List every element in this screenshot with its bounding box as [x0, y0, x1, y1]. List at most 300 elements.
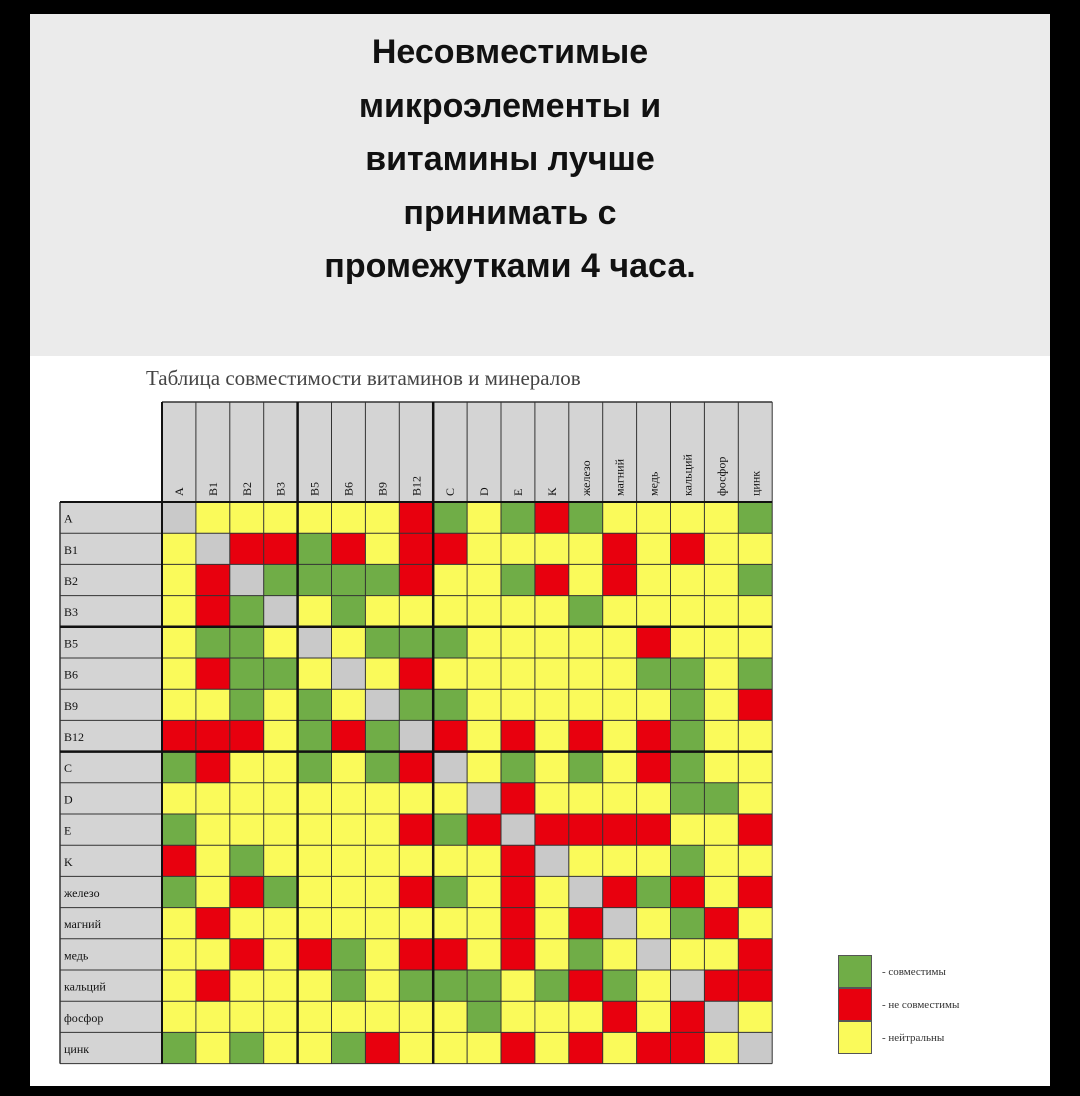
matrix-cell — [230, 783, 264, 814]
matrix-cell — [704, 783, 738, 814]
matrix-cell — [264, 752, 298, 783]
matrix-cell — [738, 533, 772, 564]
matrix-cell — [501, 970, 535, 1001]
matrix-cell — [535, 970, 569, 1001]
matrix-cell — [467, 783, 501, 814]
matrix-cell — [162, 970, 196, 1001]
matrix-cell — [264, 502, 298, 533]
matrix-cell — [332, 783, 366, 814]
matrix-cell — [704, 689, 738, 720]
matrix-cell — [467, 970, 501, 1001]
matrix-cell — [569, 814, 603, 845]
matrix-cell — [399, 689, 433, 720]
matrix-cell — [738, 845, 772, 876]
matrix-cell — [569, 876, 603, 907]
matrix-cell — [535, 564, 569, 595]
matrix-cell — [230, 720, 264, 751]
column-label: C — [443, 487, 458, 496]
matrix-cell — [603, 970, 637, 1001]
matrix-cell — [298, 720, 332, 751]
matrix-cell — [196, 720, 230, 751]
matrix-cell — [230, 658, 264, 689]
matrix-cell — [569, 689, 603, 720]
matrix-cell — [162, 939, 196, 970]
legend-swatch-neutral — [838, 1021, 872, 1054]
column-label: A — [171, 487, 186, 496]
matrix-cell — [704, 658, 738, 689]
legend-label: - нейтральны — [882, 1031, 945, 1044]
matrix-cell — [399, 876, 433, 907]
matrix-cell — [399, 970, 433, 1001]
matrix-cell — [162, 845, 196, 876]
matrix-cell — [433, 627, 467, 658]
matrix-cell — [637, 845, 671, 876]
matrix-cell — [704, 876, 738, 907]
matrix-cell — [535, 814, 569, 845]
matrix-cell — [738, 689, 772, 720]
legend-label: - не совместимы — [882, 998, 960, 1011]
matrix-cell — [230, 970, 264, 1001]
matrix-cell — [264, 970, 298, 1001]
matrix-cell — [162, 689, 196, 720]
matrix-cell — [162, 1032, 196, 1063]
matrix-cell — [332, 689, 366, 720]
row-label: кальций — [64, 979, 106, 994]
matrix-cell — [535, 720, 569, 751]
column-label: кальций — [680, 454, 695, 496]
matrix-cell — [501, 720, 535, 751]
matrix-cell — [467, 876, 501, 907]
matrix-cell — [230, 908, 264, 939]
matrix-cell — [433, 908, 467, 939]
matrix-cell — [332, 939, 366, 970]
matrix-cell — [704, 939, 738, 970]
matrix-cell — [738, 596, 772, 627]
matrix-cell — [230, 939, 264, 970]
matrix-cell — [603, 720, 637, 751]
column-label: B9 — [375, 481, 390, 496]
column-label: медь — [646, 471, 661, 496]
row-label: магний — [64, 917, 102, 932]
matrix-cell — [501, 876, 535, 907]
matrix-cell — [264, 939, 298, 970]
matrix-cell — [433, 970, 467, 1001]
row-label: цинк — [64, 1042, 90, 1056]
matrix-cell — [264, 1032, 298, 1063]
matrix-cell — [637, 564, 671, 595]
matrix-cell — [433, 658, 467, 689]
row-label: B6 — [64, 667, 79, 682]
row-label: железо — [64, 886, 100, 900]
matrix-cell — [671, 533, 705, 564]
matrix-cell — [569, 564, 603, 595]
matrix-cell — [603, 939, 637, 970]
matrix-cell — [467, 1001, 501, 1032]
matrix-cell — [637, 814, 671, 845]
matrix-cell — [196, 939, 230, 970]
matrix-cell — [535, 783, 569, 814]
matrix-cell — [365, 908, 399, 939]
matrix-cell — [230, 502, 264, 533]
matrix-cell — [399, 783, 433, 814]
matrix-cell — [230, 876, 264, 907]
matrix-cell — [603, 533, 637, 564]
matrix-cell — [535, 876, 569, 907]
matrix-cell — [535, 502, 569, 533]
matrix-cell — [637, 939, 671, 970]
matrix-cell — [230, 689, 264, 720]
matrix-cell — [569, 720, 603, 751]
column-label: B6 — [341, 481, 356, 496]
matrix-cell — [433, 814, 467, 845]
column-label: K — [544, 487, 559, 496]
matrix-cell — [399, 752, 433, 783]
matrix-cell — [501, 814, 535, 845]
matrix-cell — [365, 752, 399, 783]
matrix-cell — [501, 908, 535, 939]
matrix-cell — [467, 502, 501, 533]
matrix-cell — [704, 908, 738, 939]
matrix-cell — [671, 596, 705, 627]
matrix-cell — [637, 689, 671, 720]
matrix-cell — [671, 876, 705, 907]
row-label: медь — [64, 948, 89, 963]
matrix-cell — [467, 845, 501, 876]
matrix-cell — [704, 814, 738, 845]
matrix-cell — [162, 908, 196, 939]
matrix-cell — [433, 689, 467, 720]
matrix-cell — [298, 908, 332, 939]
matrix-cell — [196, 1001, 230, 1032]
matrix-cell — [162, 752, 196, 783]
matrix-cell — [501, 752, 535, 783]
matrix-cell — [399, 720, 433, 751]
matrix-cell — [637, 1001, 671, 1032]
matrix-cell — [501, 627, 535, 658]
matrix-cell — [637, 658, 671, 689]
matrix-cell — [501, 1001, 535, 1032]
matrix-cell — [704, 1032, 738, 1063]
matrix-cell — [603, 658, 637, 689]
matrix-cell — [196, 908, 230, 939]
matrix-cell — [569, 533, 603, 564]
matrix-cell — [399, 658, 433, 689]
matrix-cell — [433, 533, 467, 564]
matrix-cell — [230, 627, 264, 658]
matrix-cell — [264, 627, 298, 658]
matrix-cell — [535, 1001, 569, 1032]
column-label: B2 — [239, 481, 254, 496]
matrix-cell — [603, 627, 637, 658]
matrix-cell — [704, 502, 738, 533]
matrix-cell — [162, 596, 196, 627]
matrix-cell — [399, 533, 433, 564]
matrix-cell — [467, 564, 501, 595]
matrix-cell — [196, 845, 230, 876]
column-label: цинк — [748, 470, 763, 496]
matrix-cell — [535, 658, 569, 689]
matrix-cell — [569, 970, 603, 1001]
matrix-cell — [467, 720, 501, 751]
matrix-cell — [298, 689, 332, 720]
matrix-cell — [637, 908, 671, 939]
matrix-cell — [196, 814, 230, 845]
legend-item — [838, 955, 946, 988]
matrix-cell — [332, 627, 366, 658]
matrix-cell — [230, 596, 264, 627]
matrix-cell — [535, 596, 569, 627]
matrix-cell — [467, 752, 501, 783]
matrix-cell — [298, 564, 332, 595]
matrix-cell — [569, 752, 603, 783]
matrix-cell — [704, 564, 738, 595]
matrix-cell — [501, 658, 535, 689]
matrix-cell — [637, 533, 671, 564]
matrix-cell — [264, 814, 298, 845]
matrix-cell — [264, 596, 298, 627]
matrix-cell — [365, 783, 399, 814]
matrix-cell — [738, 627, 772, 658]
matrix-cell — [501, 783, 535, 814]
matrix-cell — [399, 564, 433, 595]
matrix-cell — [433, 564, 467, 595]
matrix-cell — [535, 908, 569, 939]
matrix-cell — [298, 876, 332, 907]
matrix-cell — [162, 720, 196, 751]
matrix-cell — [162, 627, 196, 658]
row-label: фосфор — [64, 1010, 104, 1025]
matrix-cell — [298, 845, 332, 876]
matrix-cell — [332, 752, 366, 783]
matrix-cell — [264, 658, 298, 689]
matrix-cell — [365, 970, 399, 1001]
matrix-cell — [433, 720, 467, 751]
matrix-cell — [569, 1001, 603, 1032]
matrix-cell — [365, 845, 399, 876]
matrix-cell — [298, 1001, 332, 1032]
matrix-cell — [433, 502, 467, 533]
matrix-cell — [196, 533, 230, 564]
matrix-cell — [196, 970, 230, 1001]
matrix-cell — [264, 845, 298, 876]
matrix-cell — [569, 502, 603, 533]
matrix-cell — [637, 876, 671, 907]
matrix-cell — [433, 752, 467, 783]
matrix-cell — [738, 939, 772, 970]
matrix-cell — [704, 596, 738, 627]
matrix-cell — [671, 720, 705, 751]
matrix-cell — [704, 627, 738, 658]
matrix-cell — [433, 783, 467, 814]
matrix-cell — [332, 845, 366, 876]
matrix-cell — [704, 845, 738, 876]
matrix-cell — [399, 1001, 433, 1032]
matrix-cell — [264, 876, 298, 907]
matrix-cell — [399, 596, 433, 627]
matrix-cell — [738, 658, 772, 689]
title-line: промежутками 4 часа. — [324, 247, 696, 285]
matrix-cell — [332, 658, 366, 689]
column-label: D — [477, 487, 492, 496]
matrix-cell — [230, 752, 264, 783]
column-label: B1 — [205, 481, 220, 496]
matrix-cell — [196, 876, 230, 907]
title-line: принимать с — [403, 193, 617, 232]
matrix-cell — [162, 876, 196, 907]
matrix-cell — [671, 627, 705, 658]
matrix-cell — [671, 502, 705, 533]
matrix-cell — [671, 752, 705, 783]
matrix-cell — [637, 720, 671, 751]
matrix-cell — [637, 502, 671, 533]
row-label: A — [64, 511, 73, 526]
matrix-cell — [196, 596, 230, 627]
matrix-cell — [332, 814, 366, 845]
row-label: B5 — [64, 636, 79, 651]
matrix-cell — [230, 533, 264, 564]
matrix-cell — [569, 845, 603, 876]
row-label: D — [64, 792, 73, 807]
matrix-cell — [365, 1032, 399, 1063]
matrix-cell — [433, 876, 467, 907]
row-label: B2 — [64, 574, 79, 588]
matrix-cell — [501, 689, 535, 720]
matrix-cell — [738, 970, 772, 1001]
matrix-cell — [399, 502, 433, 533]
column-label: B3 — [273, 481, 288, 496]
matrix-cell — [704, 1001, 738, 1032]
matrix-cell — [738, 908, 772, 939]
matrix-cell — [738, 876, 772, 907]
matrix-cell — [196, 627, 230, 658]
matrix-cell — [196, 502, 230, 533]
matrix-cell — [603, 845, 637, 876]
matrix-cell — [332, 908, 366, 939]
matrix-cell — [264, 533, 298, 564]
matrix-cell — [196, 658, 230, 689]
matrix-cell — [196, 1032, 230, 1063]
matrix-cell — [467, 627, 501, 658]
matrix-cell — [603, 689, 637, 720]
matrix-cell — [738, 814, 772, 845]
matrix-cell — [332, 1032, 366, 1063]
matrix-cell — [298, 627, 332, 658]
matrix-cell — [501, 1032, 535, 1063]
matrix-cell — [365, 596, 399, 627]
matrix-cell — [230, 1032, 264, 1063]
matrix-cell — [569, 908, 603, 939]
matrix-cell — [704, 533, 738, 564]
matrix-cell — [298, 596, 332, 627]
matrix-cell — [365, 939, 399, 970]
matrix-cell — [671, 783, 705, 814]
matrix-cell — [501, 564, 535, 595]
matrix-cell — [332, 720, 366, 751]
matrix-cell — [298, 533, 332, 564]
row-label: B3 — [64, 605, 79, 620]
matrix-cell — [535, 939, 569, 970]
matrix-cell — [162, 564, 196, 595]
matrix-cell — [298, 752, 332, 783]
matrix-cell — [671, 814, 705, 845]
matrix-cell — [298, 502, 332, 533]
matrix-cell — [467, 658, 501, 689]
matrix-cell — [501, 533, 535, 564]
legend-item — [838, 1021, 944, 1054]
matrix-cell — [704, 970, 738, 1001]
matrix-cell — [196, 783, 230, 814]
matrix-cell — [230, 564, 264, 595]
matrix-cell — [332, 596, 366, 627]
matrix-cell — [264, 564, 298, 595]
matrix-cell — [332, 1001, 366, 1032]
matrix-cell — [637, 783, 671, 814]
matrix-cell — [365, 502, 399, 533]
matrix-cell — [738, 1032, 772, 1063]
matrix-cell — [162, 1001, 196, 1032]
matrix-cell — [467, 814, 501, 845]
matrix-cell — [603, 502, 637, 533]
matrix-cell — [603, 908, 637, 939]
matrix-cell — [569, 1032, 603, 1063]
matrix-cell — [535, 627, 569, 658]
matrix-cell — [196, 752, 230, 783]
column-label: B12 — [409, 475, 424, 496]
matrix-cell — [501, 596, 535, 627]
matrix-cell — [332, 970, 366, 1001]
matrix-cell — [603, 783, 637, 814]
matrix-cell — [399, 1032, 433, 1063]
matrix-cell — [298, 1032, 332, 1063]
matrix-cell — [399, 627, 433, 658]
matrix-cell — [603, 876, 637, 907]
matrix-cell — [603, 596, 637, 627]
matrix-cell — [264, 908, 298, 939]
matrix-cell — [467, 939, 501, 970]
matrix-cell — [535, 689, 569, 720]
chart-title: Таблица совместимости витаминов и минералов — [146, 366, 581, 390]
row-label: E — [64, 823, 72, 838]
matrix-cell — [230, 814, 264, 845]
matrix-cell — [569, 596, 603, 627]
matrix-cell — [264, 783, 298, 814]
title-line: витамины лучше — [365, 140, 655, 178]
matrix-cell — [298, 783, 332, 814]
matrix-cell — [332, 876, 366, 907]
matrix-cell — [603, 564, 637, 595]
matrix-cell — [365, 720, 399, 751]
row-label: B12 — [64, 730, 85, 744]
matrix-cell — [332, 502, 366, 533]
matrix-cell — [671, 689, 705, 720]
title-line: Несовместимые — [371, 33, 649, 71]
matrix-cell — [230, 1001, 264, 1032]
column-label: B5 — [307, 481, 322, 496]
column-label: E — [510, 488, 525, 496]
matrix-cell — [467, 908, 501, 939]
matrix-cell — [738, 783, 772, 814]
matrix-cell — [671, 908, 705, 939]
matrix-cell — [399, 908, 433, 939]
matrix-cell — [671, 658, 705, 689]
matrix-cell — [569, 627, 603, 658]
row-label: B9 — [64, 698, 79, 713]
matrix-cell — [365, 689, 399, 720]
matrix-cell — [738, 752, 772, 783]
matrix-cell — [433, 596, 467, 627]
matrix-cell — [535, 752, 569, 783]
legend-swatch-compatible — [838, 955, 872, 988]
